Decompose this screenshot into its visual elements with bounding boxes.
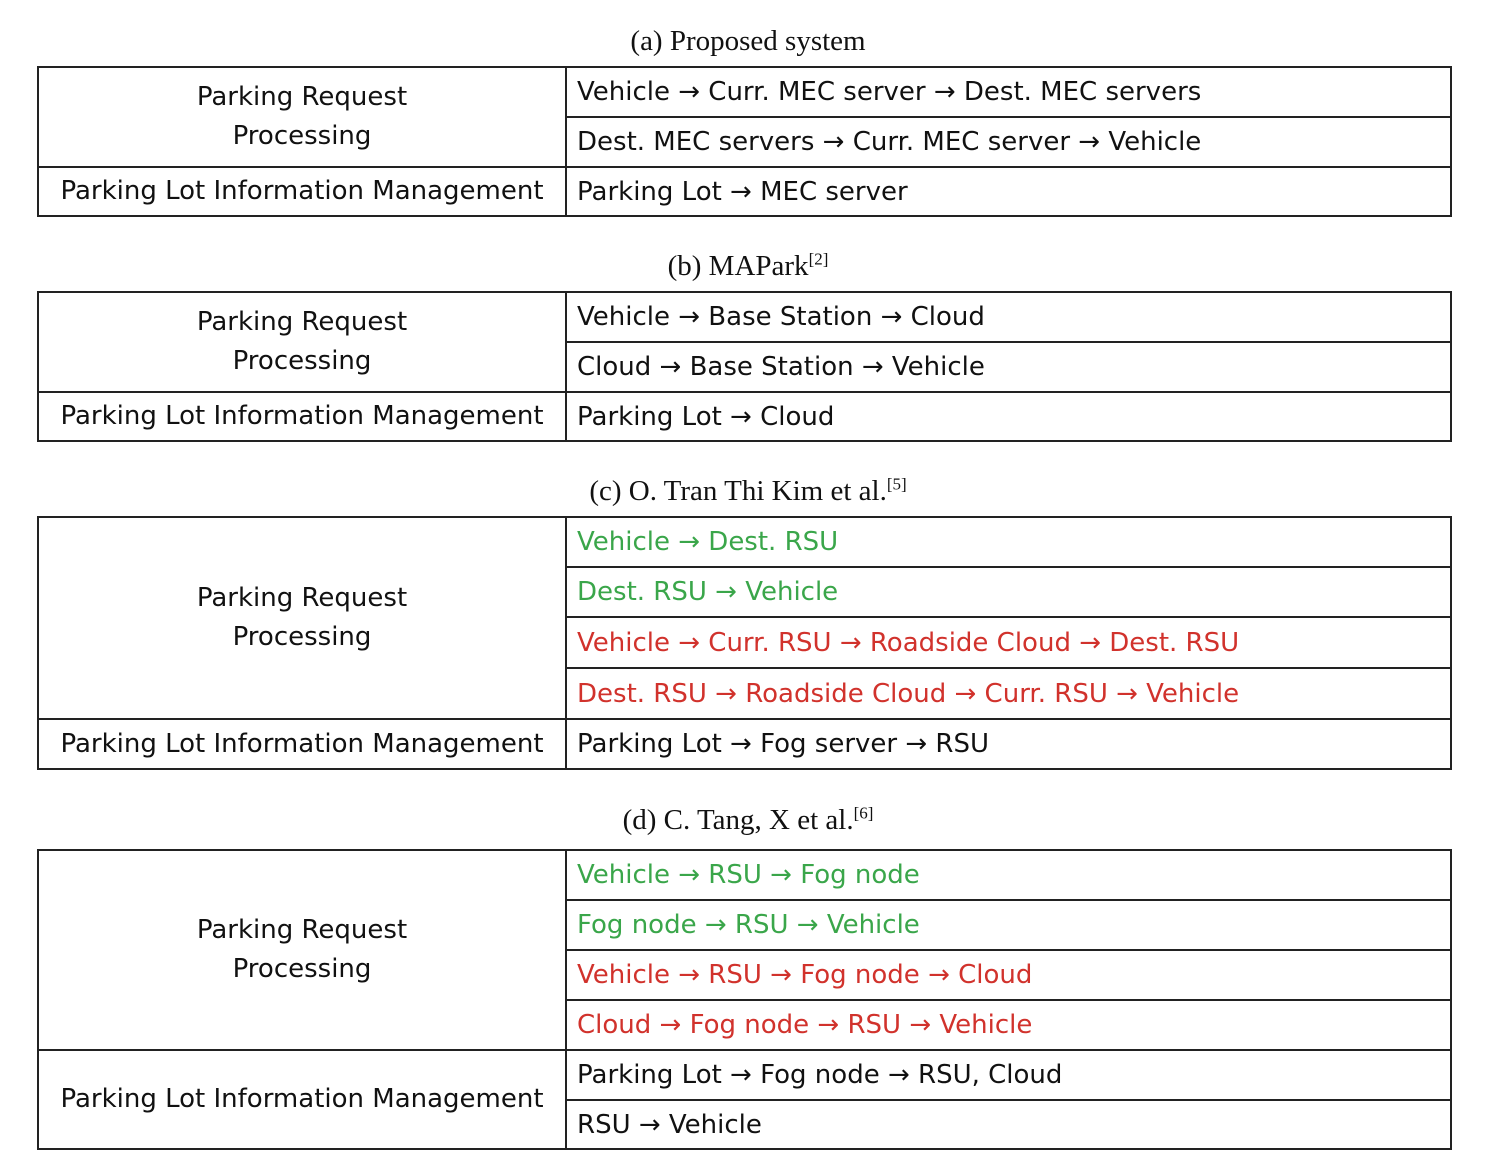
caption-text: (b) MAPark [667, 250, 809, 282]
category-label: Parking Request Processing [38, 292, 566, 392]
category-label: Parking Request Processing [38, 67, 566, 167]
message-path: RSU → Vehicle [566, 1100, 1451, 1149]
table-row [38, 67, 1451, 117]
message-path: Vehicle → RSU → Fog node → Cloud [566, 950, 1451, 1000]
citation-ref: [5] [886, 474, 907, 494]
citation-ref: [6] [853, 803, 874, 823]
message-path: Dest. MEC servers → Curr. MEC server → Vehicle [566, 117, 1451, 167]
message-path: Vehicle → RSU → Fog node [566, 850, 1451, 900]
caption-text: (a) Proposed system [630, 25, 866, 57]
table-caption [0, 474, 1496, 508]
table-row [38, 167, 1451, 216]
message-path: Dest. RSU → Vehicle [566, 567, 1451, 617]
message-path: Vehicle → Base Station → Cloud [566, 292, 1451, 342]
message-path: Vehicle → Curr. MEC server → Dest. MEC servers [566, 67, 1451, 117]
message-path: Cloud → Base Station → Vehicle [566, 342, 1451, 392]
message-path: Vehicle → Dest. RSU [566, 517, 1451, 567]
message-path: Parking Lot → MEC server [566, 167, 1451, 216]
category-label: Parking Lot Information Management [38, 1050, 566, 1149]
caption-text: (d) C. Tang, X et al. [622, 804, 854, 836]
table-caption [0, 249, 1496, 283]
table-row [38, 1050, 1451, 1100]
caption-text: (c) O. Tran Thi Kim et al. [589, 475, 887, 507]
table-caption [0, 24, 1496, 58]
table-row [38, 292, 1451, 342]
table-caption [0, 803, 1496, 837]
table-row [38, 850, 1451, 900]
message-path: Parking Lot → Fog server → RSU [566, 719, 1451, 769]
message-path: Parking Lot → Cloud [566, 392, 1451, 441]
table-row [38, 517, 1451, 567]
citation-ref: [2] [808, 249, 829, 269]
category-label: Parking Request Processing [38, 517, 566, 719]
message-path: Parking Lot → Fog node → RSU, Cloud [566, 1050, 1451, 1100]
message-path: Dest. RSU → Roadside Cloud → Curr. RSU → Vehicle [566, 668, 1451, 719]
flow-table [37, 291, 1452, 442]
message-path: Fog node → RSU → Vehicle [566, 900, 1451, 950]
table-row [38, 719, 1451, 769]
category-label: Parking Lot Information Management [38, 167, 566, 216]
message-path: Cloud → Fog node → RSU → Vehicle [566, 1000, 1451, 1050]
category-label: Parking Request Processing [38, 850, 566, 1050]
category-label: Parking Lot Information Management [38, 719, 566, 769]
flow-table [37, 66, 1452, 217]
table-row [38, 392, 1451, 441]
category-label: Parking Lot Information Management [38, 392, 566, 441]
message-path: Vehicle → Curr. RSU → Roadside Cloud → Dest. RSU [566, 617, 1451, 668]
flow-table [37, 849, 1452, 1150]
flow-table [37, 516, 1452, 770]
